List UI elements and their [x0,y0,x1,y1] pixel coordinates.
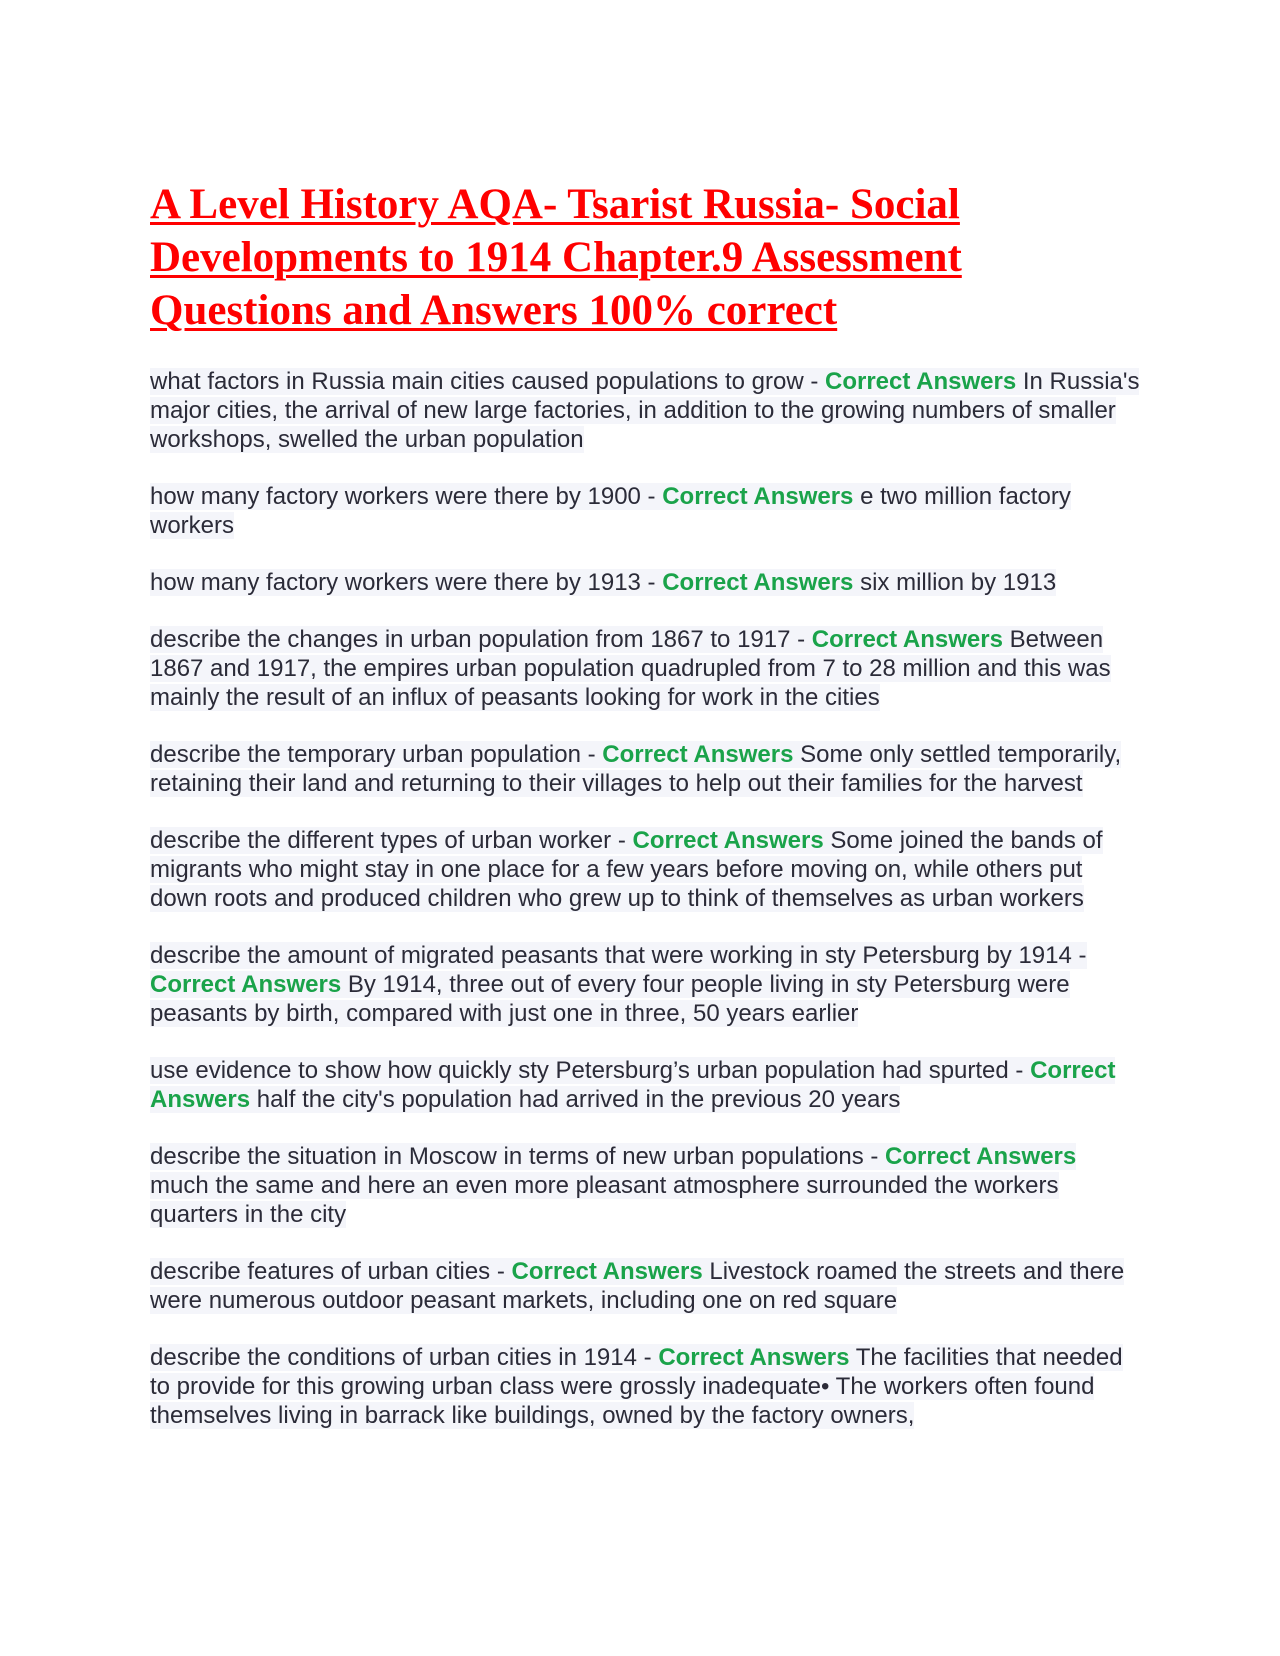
correct-answers-label: Correct Answers [632,827,824,854]
question-text: use evidence to show how quickly sty Petersburg’s urban population had spurted [150,1057,1009,1084]
answer-text: Some joined the bands of migrants who might stay in one place for a few years before moving on, while others put down roots and produced children who grew up to think of themselves as urban workers [150,827,1103,912]
qa-item [150,740,1140,798]
question-text: how many factory workers were there by 1913 [150,569,641,596]
question-text: describe the situation in Moscow in terms of new urban populations [150,1143,864,1170]
document-page [150,178,1140,1458]
qa-item [150,1343,1140,1430]
question-text: describe the conditions of urban cities in 1914 [150,1344,637,1371]
separator: - [640,483,663,510]
separator: - [490,1258,512,1285]
answer-text: In Russia's major cities, the arrival of new large factories, in addition to the growing numbers of smaller workshops, swelled the urban population [150,368,1140,453]
separator: - [580,741,603,768]
correct-answers-label: Correct Answers [885,1143,1077,1170]
qa-item [150,482,1140,540]
qa-item [150,1257,1140,1315]
answer-text: The facilities that needed to provide for this growing urban class were grossly inadequate• The workers often found themselves living in barrack like buildings, owned by the factory owners, [150,1344,1123,1429]
answer-text: Between 1867 and 1917, the empires urban population quadrupled from 7 to 28 million and this was mainly the result of an influx of peasants looking for work in the cities [150,626,1111,711]
correct-answers-label: Correct Answers [825,368,1017,395]
question-text: describe features of urban cities [150,1258,491,1285]
answer-text: Livestock roamed the streets and there were numerous outdoor peasant markets, including one on red square [150,1258,1125,1314]
question-text: how many factory workers were there by 1900 [150,483,641,510]
answer-text: Some only settled temporarily, retaining their land and returning to their villages to help out their families for the harvest [150,741,1122,797]
separator: - [1008,1057,1031,1084]
qa-item [150,1142,1140,1229]
separator: - [790,626,812,653]
correct-answers-label: Correct Answers [811,626,1003,653]
separator: - [636,1344,659,1371]
answer-text: half the city's population had arrived in the previous 20 years [256,1086,901,1113]
separator: - [863,1143,886,1170]
correct-answers-label: Correct Answers [150,1057,1116,1113]
qa-list [150,367,1140,1430]
qa-item [150,367,1140,454]
correct-answers-label: Correct Answers [511,1258,703,1285]
document-title: A Level History AQA- Tsarist Russia- Social Developments to 1914 Chapter.9 Assessment Questions and Answers 100% correct [150,181,962,334]
separator: - [1071,942,1087,969]
question-text: what factors in Russia main cities caused populations to grow [150,368,804,395]
qa-item [150,826,1140,913]
qa-item [150,625,1140,712]
question-text: describe the different types of urban worker [150,827,612,854]
answer-text: By 1914, three out of every four people living in sty Petersburg were peasants by birth, compared with just one in three, 50 years earlier [150,971,1070,1027]
correct-answers-label: Correct Answers [150,971,342,998]
separator: - [803,368,825,395]
correct-answers-label: Correct Answers [662,483,854,510]
question-text: describe the amount of migrated peasants that were working in sty Petersburg by 1914 [150,942,1072,969]
qa-item [150,941,1140,1028]
answer-text: much the same and here an even more pleasant atmosphere surrounded the workers quarters in the city [150,1172,1059,1228]
correct-answers-label: Correct Answers [602,741,794,768]
answer-text: six million by 1913 [860,569,1057,596]
question-text: describe the changes in urban population from 1867 to 1917 [150,626,791,653]
correct-answers-label: Correct Answers [662,569,854,596]
answer-text: e two million factory workers [150,483,1071,539]
separator: - [611,827,633,854]
question-text: describe the temporary urban population [150,741,581,768]
correct-answers-label: Correct Answers [658,1344,850,1371]
separator: - [640,569,663,596]
qa-item [150,1056,1140,1114]
qa-item [150,568,1140,597]
